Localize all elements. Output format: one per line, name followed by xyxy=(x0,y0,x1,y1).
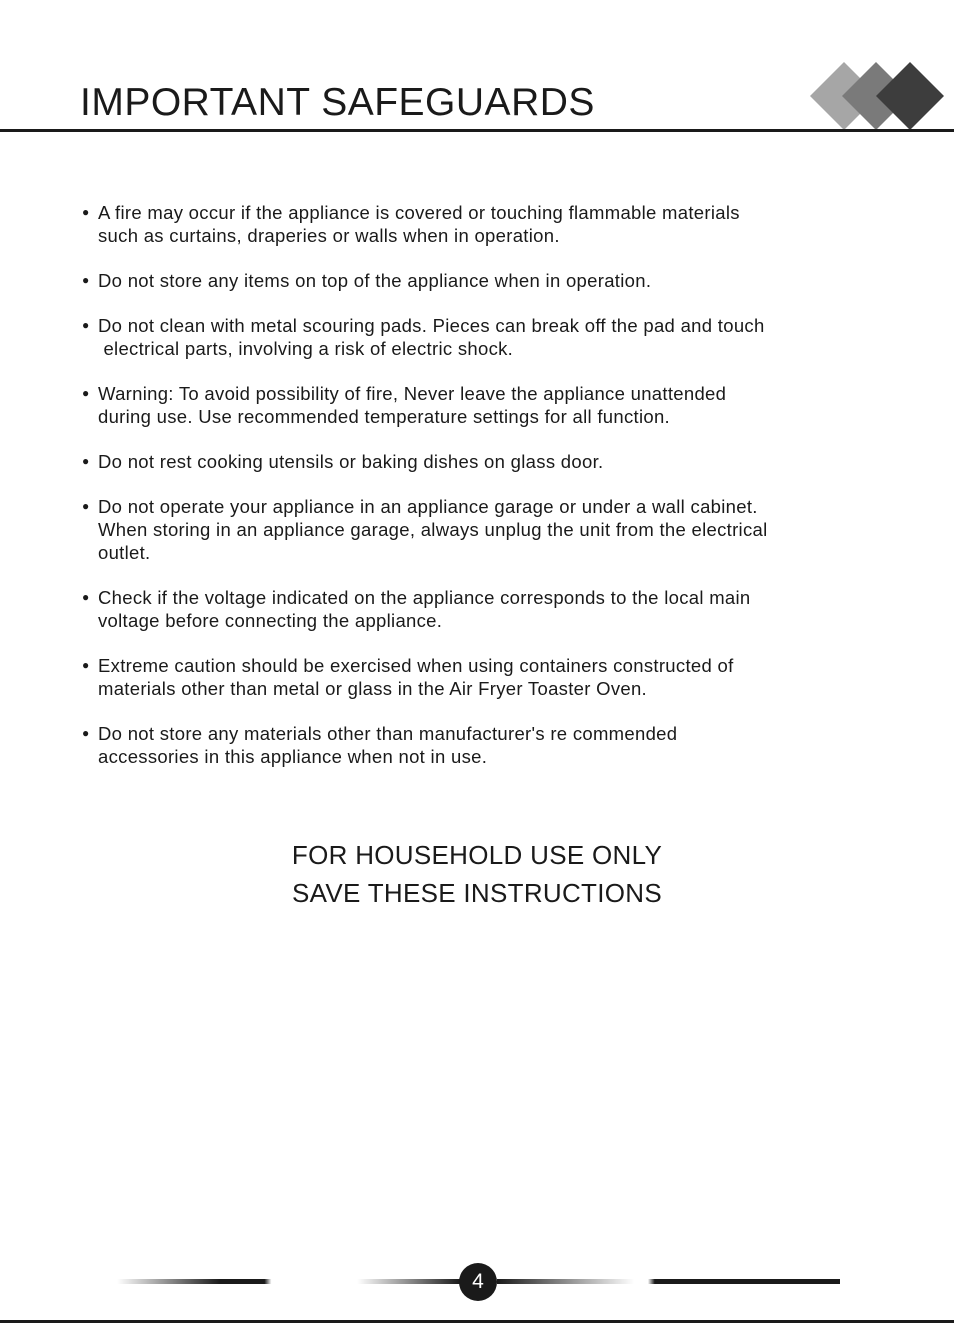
safeguard-item xyxy=(82,450,882,473)
safeguard-line: Do not rest cooking utensils or baking dishes on glass door. xyxy=(98,451,604,472)
safeguard-line: When storing in an appliance garage, always unplug the unit from the electrical xyxy=(98,519,768,540)
safeguard-list xyxy=(82,201,882,790)
footer-rule-right xyxy=(497,1279,840,1284)
safeguard-line: during use. Use recommended temperature settings for all function. xyxy=(98,406,670,427)
safeguard-item xyxy=(82,722,882,768)
safeguard-line: Do not clean with metal scouring pads. Pieces can break off the pad and touch xyxy=(98,315,765,336)
safeguard-line: Warning: To avoid possibility of fire, Never leave the appliance unattended xyxy=(98,383,727,404)
safeguard-line: accessories in this appliance when not in use. xyxy=(98,746,488,767)
bullet-icon: ● xyxy=(82,726,90,740)
safeguard-item xyxy=(82,382,882,428)
safeguard-line: Check if the voltage indicated on the appliance corresponds to the local main xyxy=(98,587,751,608)
safeguard-line: voltage before connecting the appliance. xyxy=(98,610,443,631)
safeguard-line: materials other than metal or glass in the Air Fryer Toaster Oven. xyxy=(98,678,647,699)
bullet-icon: ● xyxy=(82,205,90,219)
safeguard-item xyxy=(82,314,882,360)
bullet-icon: ● xyxy=(82,454,90,468)
safeguard-line: outlet. xyxy=(98,542,151,563)
safeguard-line: A fire may occur if the appliance is covered or touching flammable materials xyxy=(98,202,740,223)
bullet-icon: ● xyxy=(82,658,90,672)
title-divider xyxy=(0,129,954,132)
safeguard-line: electrical parts, involving a risk of electric shock. xyxy=(98,338,514,359)
safeguard-item xyxy=(82,586,882,632)
page-title: IMPORTANT SAFEGUARDS xyxy=(80,81,595,124)
bullet-icon: ● xyxy=(82,590,90,604)
safeguard-line: such as curtains, draperies or walls when in operation. xyxy=(98,225,560,246)
safeguard-line: Do not operate your appliance in an appliance garage or under a wall cabinet. xyxy=(98,496,758,517)
diamond-decoration-icon xyxy=(806,60,946,132)
page-number: 4 xyxy=(459,1263,497,1301)
safeguard-line: Do not store any items on top of the appliance when in operation. xyxy=(98,270,652,291)
footer-rule-left xyxy=(117,1279,460,1284)
safeguard-line: Extreme caution should be exercised when using containers constructed of xyxy=(98,655,734,676)
bullet-icon: ● xyxy=(82,273,90,287)
safeguard-item xyxy=(82,495,882,564)
bullet-icon: ● xyxy=(82,499,90,513)
household-use-notice: FOR HOUSEHOLD USE ONLY xyxy=(291,840,663,870)
bullet-icon: ● xyxy=(82,318,90,332)
bullet-icon: ● xyxy=(82,386,90,400)
safeguard-item xyxy=(82,269,882,292)
diamond-dark-icon xyxy=(876,62,944,130)
save-instructions-notice: SAVE THESE INSTRUCTIONS xyxy=(292,878,662,908)
safeguard-item xyxy=(82,201,882,247)
safeguard-line: Do not store any materials other than manufacturer's re commended xyxy=(98,723,678,744)
safeguard-item xyxy=(82,654,882,700)
